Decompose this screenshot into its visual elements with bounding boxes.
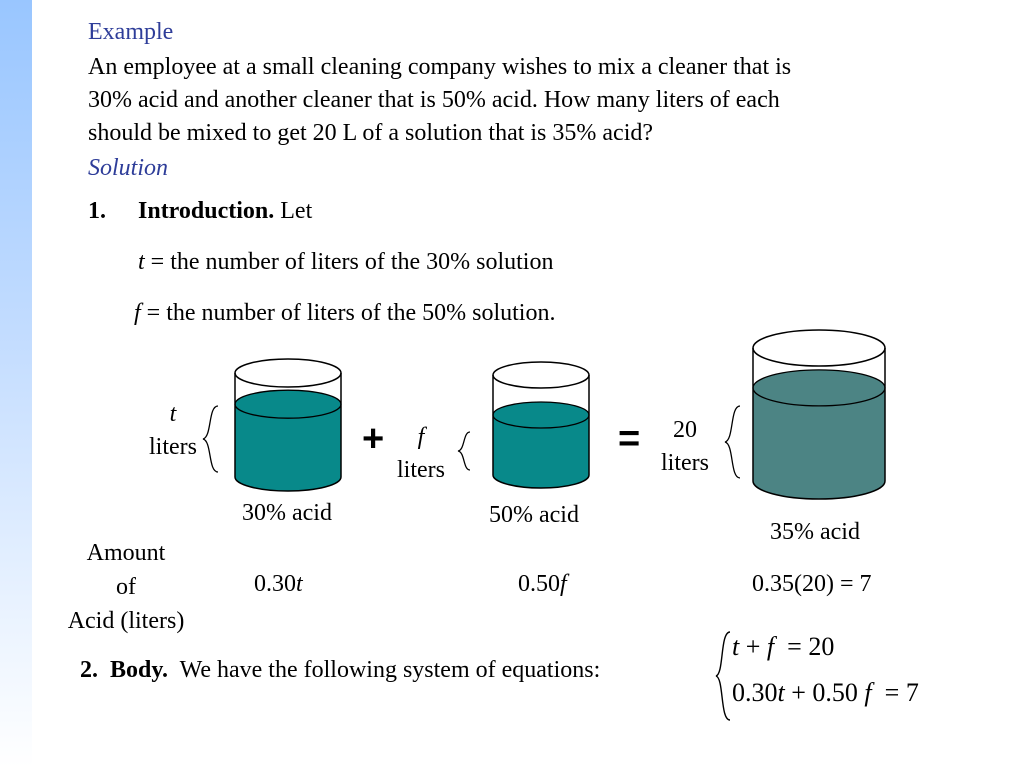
step1-heading	[138, 195, 312, 228]
amount-1	[254, 568, 303, 601]
eq2-op1: +	[791, 678, 806, 707]
amount-1-coef: 0.30	[254, 571, 296, 597]
problem-line-2: 30% acid and another cleaner that is 50% acid. How many liters of each	[88, 87, 780, 113]
step1-title: Introduction.	[138, 198, 275, 224]
step2-title: Body.	[110, 657, 169, 683]
step2-number: 2.	[80, 657, 98, 683]
liquid-surface	[493, 402, 589, 428]
container-2-unit: liters	[397, 457, 445, 483]
container-1-unit: liters	[149, 434, 197, 460]
beaker-30-icon	[232, 355, 344, 485]
amount-2	[518, 568, 567, 601]
amount-2-coef: 0.50	[518, 571, 560, 597]
eq2-b-coef: 0.50	[812, 678, 858, 707]
system-brace-icon	[714, 630, 732, 722]
container-1-volume	[136, 398, 210, 464]
eq1-b: f	[766, 632, 775, 661]
container-3-label: 35% acid	[770, 519, 860, 545]
definition-t-text: = the number of liters of the 30% solution	[144, 249, 554, 275]
amount-1-var: t	[296, 571, 303, 597]
container-3-volume	[648, 414, 722, 480]
solution-label: Solution	[88, 155, 169, 181]
eq2-rhs: 7	[905, 678, 919, 707]
container-3-unit: liters	[661, 450, 709, 476]
slide-sidebar	[0, 0, 32, 768]
container-1-var: t	[169, 401, 177, 427]
container-3-var: 20	[673, 417, 697, 443]
brace-3-icon	[722, 404, 742, 480]
brace-1-icon	[200, 404, 220, 474]
definition-f-var: f	[134, 300, 141, 326]
eq2-a-coef: 0.30	[732, 678, 778, 707]
amount-label-line-2: of	[116, 574, 136, 600]
amount-label-line-3: Acid (liters)	[67, 608, 185, 634]
definition-f-text: = the number of liters of the 50% solution.	[140, 300, 556, 326]
definition-t-var: t	[138, 249, 145, 275]
container-2-label: 50% acid	[489, 502, 579, 528]
eq1-rhs: 20	[808, 632, 835, 661]
amount-row-label	[50, 536, 202, 638]
system-equation-2	[732, 678, 919, 708]
system-equation-1	[732, 632, 834, 662]
beaker-50-icon	[490, 358, 592, 484]
container-2-volume	[386, 421, 456, 487]
eq2-b: f	[864, 678, 872, 707]
amount-2-var: f	[560, 571, 567, 597]
container-2-var: f	[417, 424, 425, 450]
container-1-label: 30% acid	[242, 500, 332, 526]
eq1-op2: =	[787, 632, 802, 661]
eq2-a: t	[777, 678, 785, 707]
plus-sign: +	[362, 418, 385, 460]
problem-line-3: should be mixed to get 20 L of a solution that is 35% acid?	[88, 120, 654, 146]
problem-line-1: An employee at a small cleaning company wishes to mix a cleaner that is	[88, 54, 792, 80]
eq1-a: t	[732, 632, 740, 661]
liquid-surface	[753, 370, 885, 406]
beaker-35-icon	[750, 326, 888, 491]
step2-text: We have the following system of equations:	[179, 657, 601, 683]
definition-t	[138, 246, 553, 279]
definition-f	[134, 297, 555, 330]
brace-2-icon	[456, 430, 472, 472]
eq2-op2: =	[884, 678, 900, 707]
equals-sign: =	[618, 418, 641, 460]
step1-rest: Let	[280, 198, 313, 224]
step1-number: 1.	[88, 198, 106, 224]
liquid-surface	[235, 390, 341, 418]
example-heading: Example	[88, 19, 174, 45]
step2-line	[80, 654, 600, 687]
amount-label-line-1: Amount	[86, 540, 166, 566]
amount-3: 0.35(20) = 7	[752, 571, 872, 597]
eq1-op1: +	[745, 632, 761, 661]
